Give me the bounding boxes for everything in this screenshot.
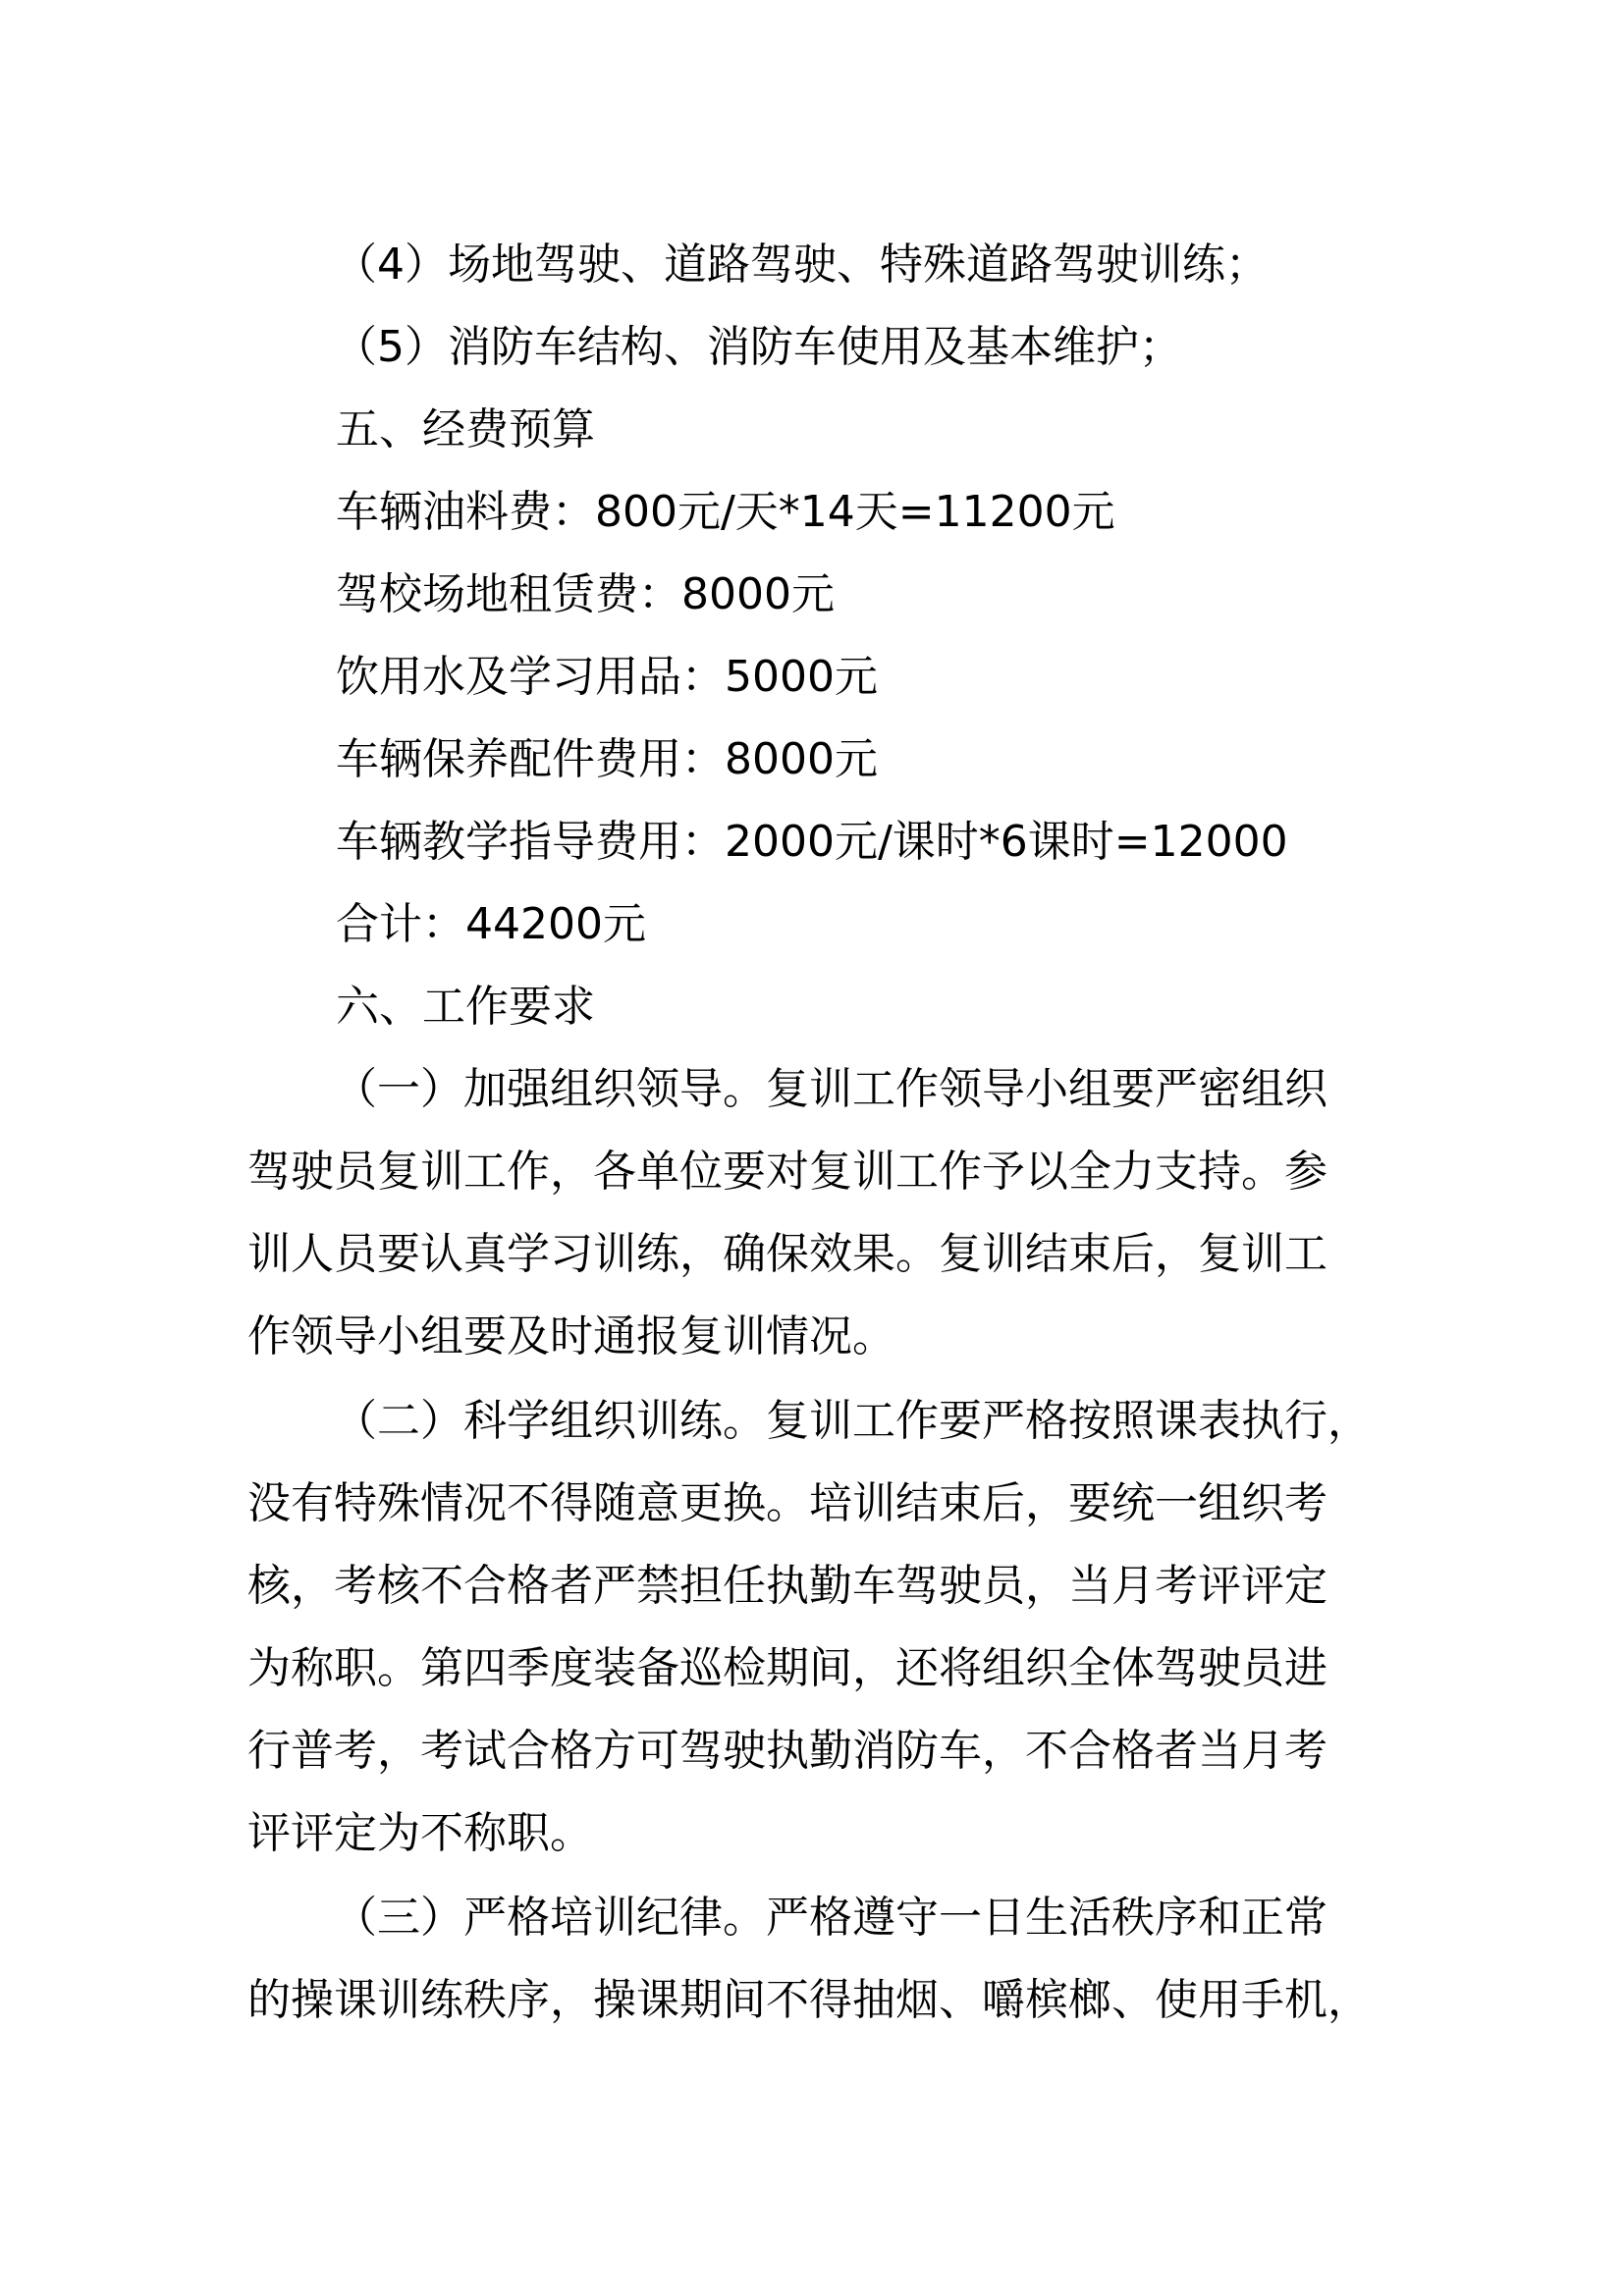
paragraph-line: 没有特殊情况不得随意更换。培训结束后，要统一组织考 [247,1478,1327,1528]
paragraph-line: 作领导小组要及时通报复训情况。 [247,1311,895,1362]
paragraph-line: 为称职。第四季度装备巡检期间，还将组织全体驾驶员进 [247,1643,1327,1693]
paragraph-line: 驾驶员复训工作，各单位要对复训工作予以全力支持。参 [247,1147,1327,1197]
section-heading: 五、经费预算 [336,404,595,454]
paragraph-line: 训人员要认真学习训练，确保效果。复训结束后，复训工 [247,1229,1327,1279]
paragraph-line: （一）加强组织领导。复训工作领导小组要严密组织 [334,1064,1327,1114]
paragraph-line: 评评定为不称职。 [247,1808,593,1858]
budget-total: 合计：44200元 [336,899,646,949]
budget-item: 饮用水及学习用品：5000元 [336,652,878,702]
budget-item: 车辆保养配件费用：8000元 [336,734,878,784]
list-item: （4）场地驾驶、道路驾驶、特殊道路驾驶训练； [334,240,1269,290]
paragraph-line: （二）科学组织训练。复训工作要严格按照课表执行， [334,1396,1371,1446]
budget-item: 车辆油料费：800元/天*14天=11200元 [336,487,1115,537]
section-heading: 六、工作要求 [336,982,595,1032]
paragraph-line: 行普考，考试合格方可驾驶执勤消防车，不合格者当月考 [247,1726,1327,1776]
paragraph-line: 的操课训练秩序，操课期间不得抽烟、嚼槟榔、使用手机， [247,1975,1371,2025]
budget-item: 驾校场地租赁费：8000元 [336,569,835,619]
list-item: （5）消防车结构、消防车使用及基本维护； [334,322,1182,372]
budget-item: 车辆教学指导费用：2000元/课时*6课时=12000 [336,817,1288,867]
paragraph-line: （三）严格培训纪律。严格遵守一日生活秩序和正常 [334,1893,1327,1943]
paragraph-line: 核，考核不合格者严禁担任执勤车驾驶员，当月考评评定 [247,1561,1327,1611]
